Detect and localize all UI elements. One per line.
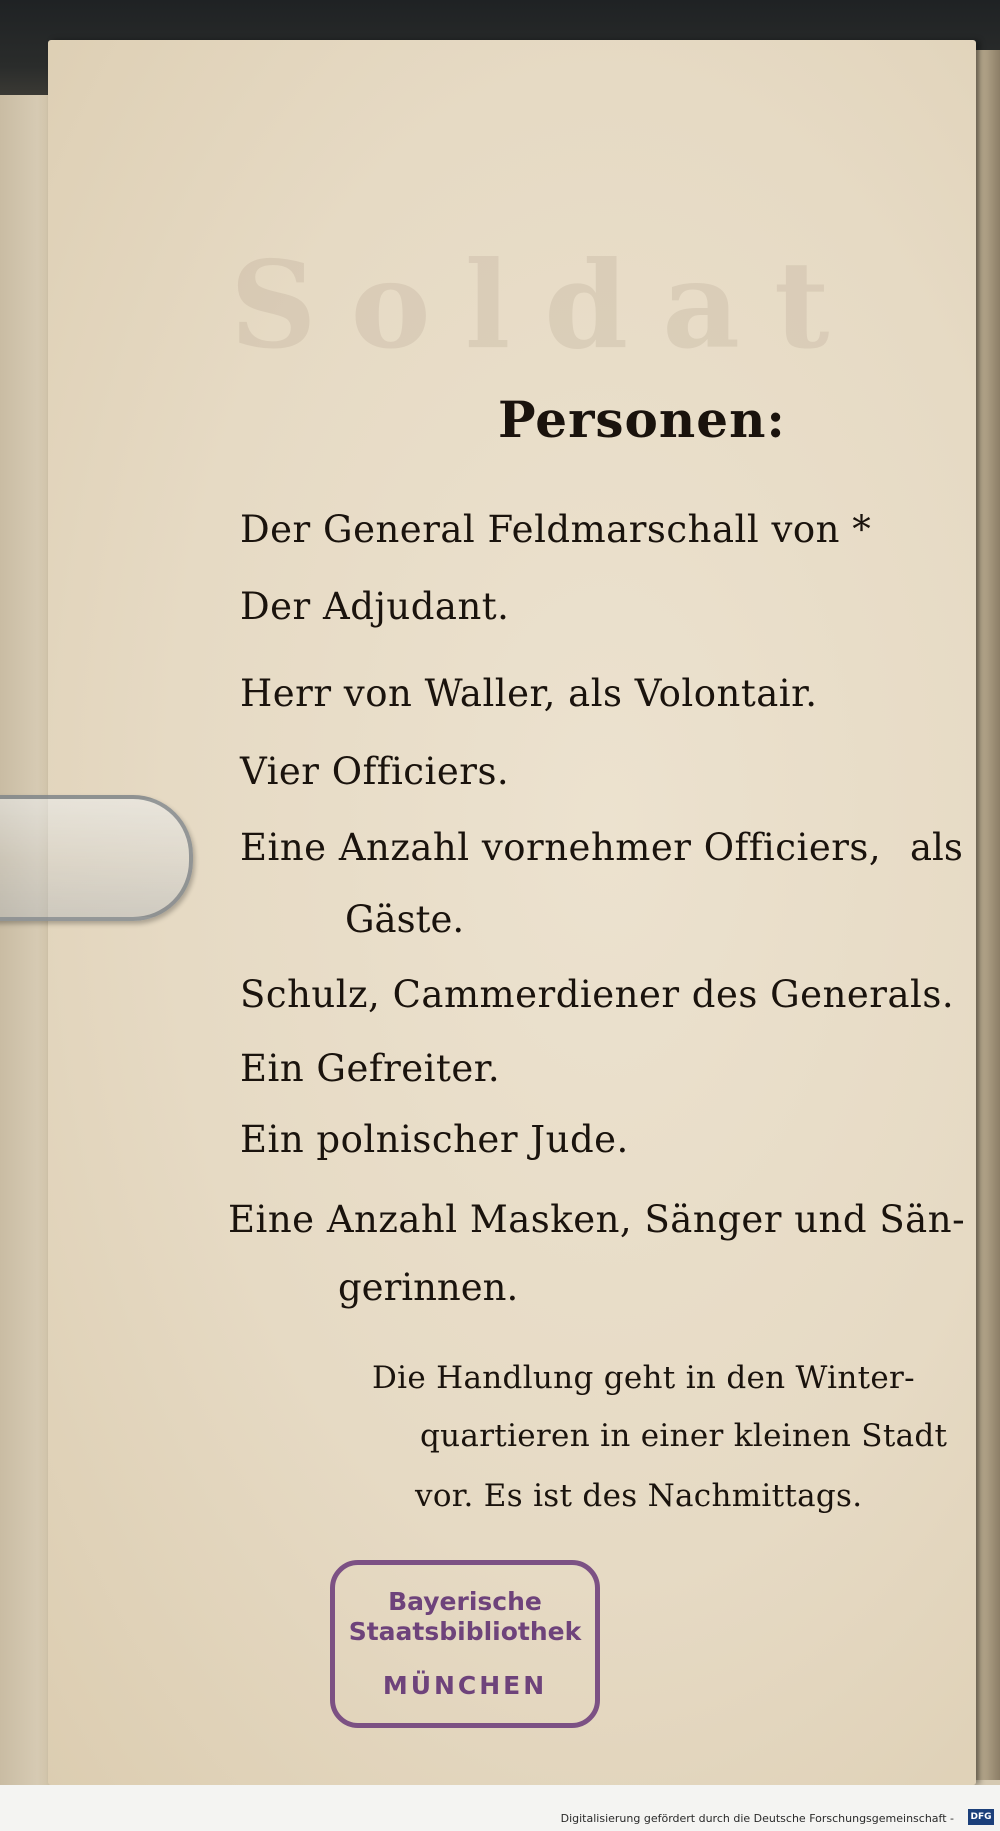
person-line: Schulz, Cammerdiener des Generals. [240,973,955,1016]
person-line-continuation: gerinnen. [338,1266,519,1309]
person-line-suffix: als [910,826,963,869]
person-line: Der Adjudant. [240,585,510,628]
stamp-line: MÜNCHEN [382,1671,548,1700]
person-line: Herr von Waller, als Volontair. [240,672,818,715]
person-line: Der General Feldmarschall von * [240,508,872,551]
setting-line: Die Handlung geht in den Winter- [372,1360,915,1396]
funding-note: Digitalisierung gefördert durch die Deutsche Forschungsgemeinschaft - [560,1812,954,1825]
person-line: Eine Anzahl Masken, Sänger und Sän- [228,1198,966,1241]
page-clip [0,795,193,921]
person-line: Ein polnischer Jude. [240,1118,629,1161]
setting-line: quartieren in einer kleinen Stadt [420,1418,948,1454]
dfg-logo: DFG [968,1809,994,1825]
page-heading: Personen: [498,390,786,449]
stamp-line: Staatsbibliothek [348,1617,582,1646]
person-line-continuation: Gäste. [345,898,465,941]
person-line: Eine Anzahl vornehmer Officiers, [240,826,882,869]
setting-line: vor. Es ist des Nachmittags. [415,1478,863,1514]
show-through-title: Soldat [230,235,864,376]
person-line: Vier Officiers. [240,750,510,793]
library-stamp [330,1560,600,1728]
person-line: Ein Gefreiter. [240,1047,501,1090]
stamp-line: Bayerische [388,1587,542,1616]
